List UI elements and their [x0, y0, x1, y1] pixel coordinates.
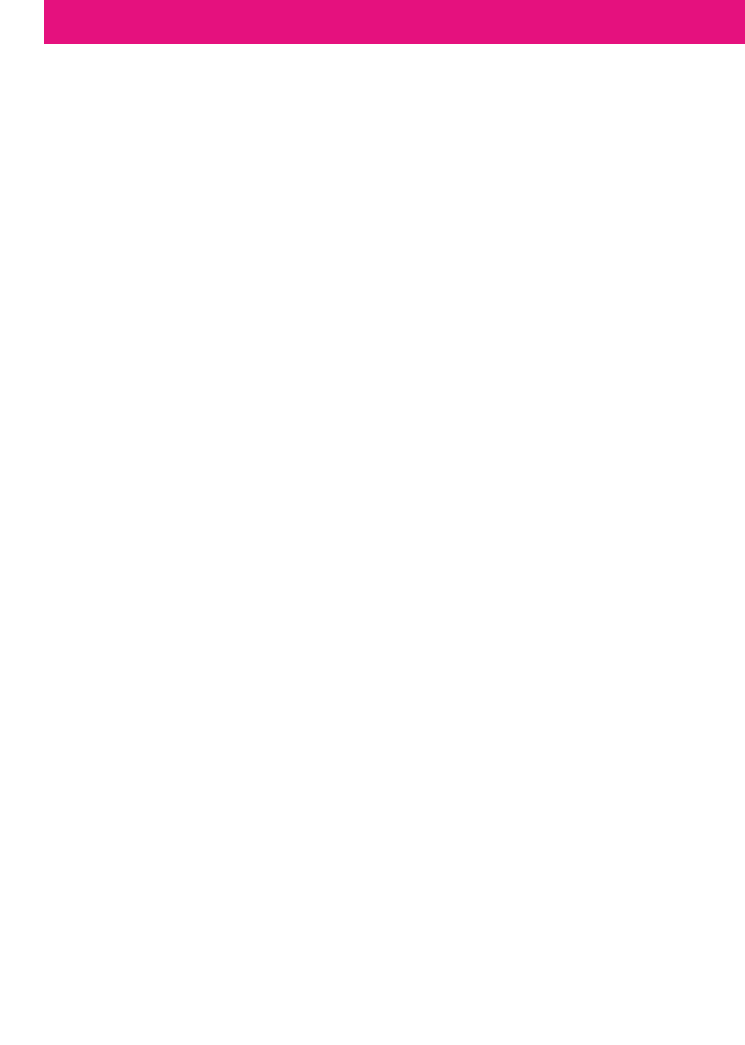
- footer-notice: [686, 1015, 700, 1025]
